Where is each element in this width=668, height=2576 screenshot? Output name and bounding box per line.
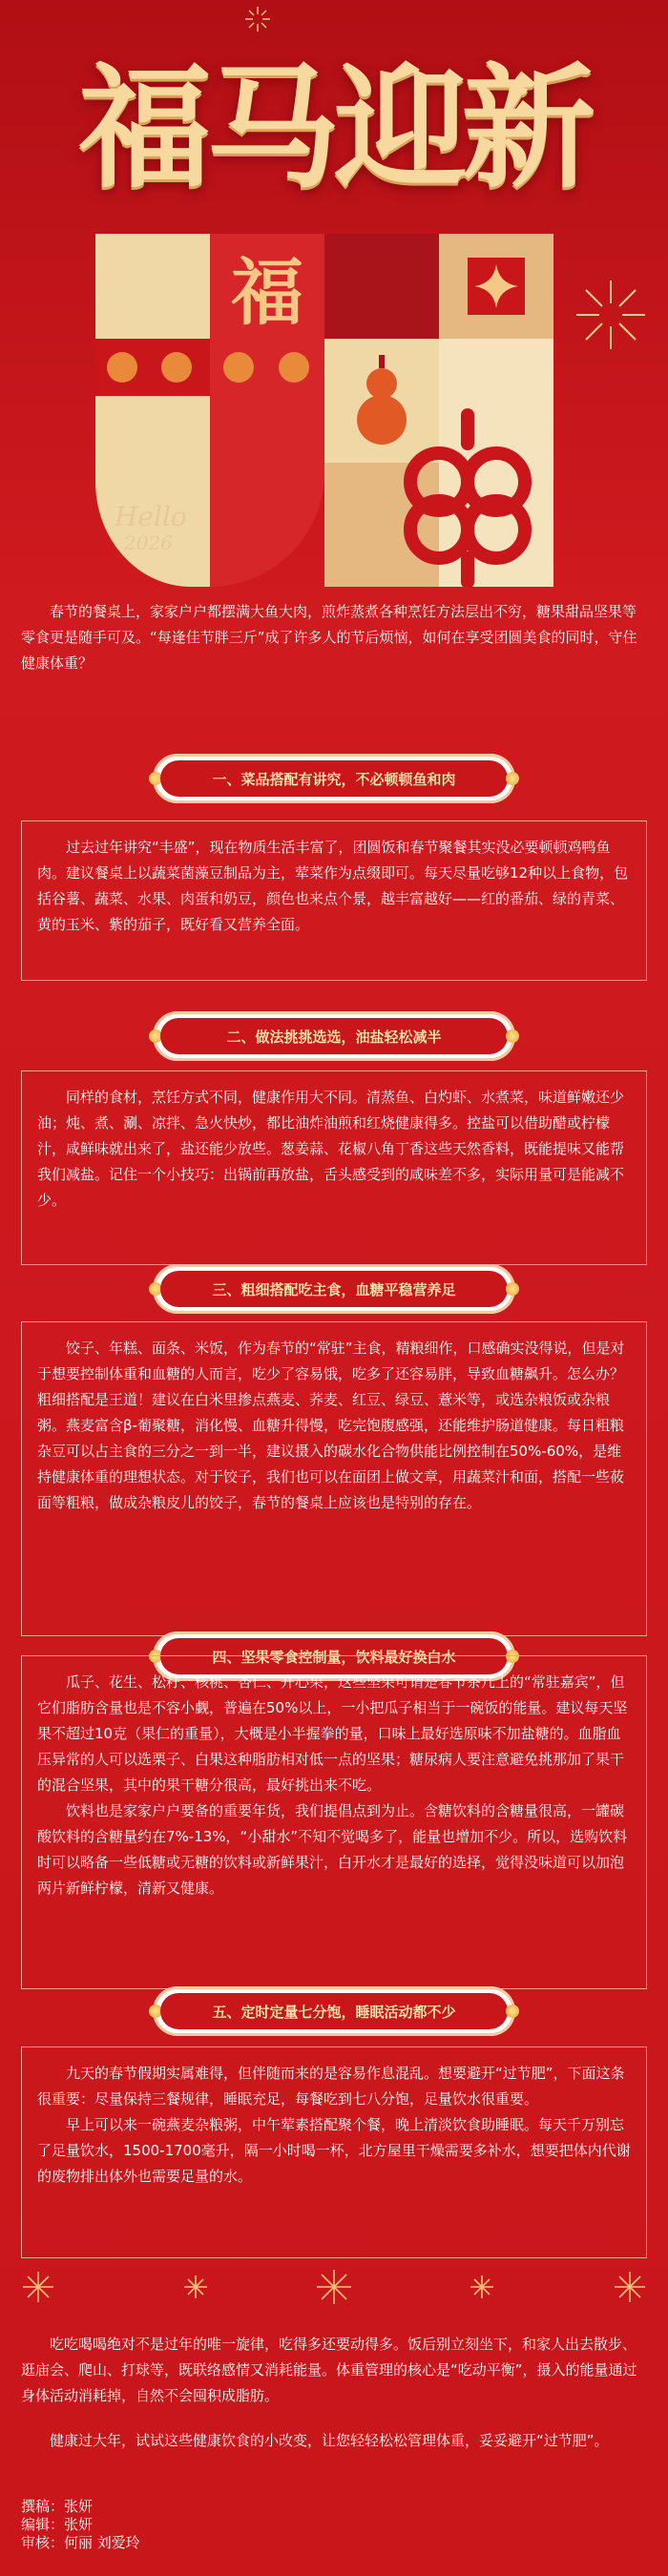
section-body-2 [21,1070,647,1265]
gold-dot-icon [506,772,519,785]
section-body-5 [21,2046,647,2258]
hero-title: 福马迎新 [77,51,590,207]
section-heading-2 [153,1011,515,1061]
firework-icon [573,277,649,353]
section-paragraph: 饺子、年糕、面条、米饭，作为春节的“常驻”主食，精粮细作，口感确实没得说，但是对于想要控制体重和血糖的人而言，吃少了容易饿，吃多了还容易胖，导致血糖飙升。怎么办？粗细搭配是王道！建议在白米里掺点燕麦、荞麦、红豆、绿豆、薏米等，或选杂粮饭或杂粮粥。燕麦富含β-葡聚糖，消化慢、血糖升得慢，吃完饱腹感强，还能维护肠道健康。每日粗粮杂豆可以占主食的三分之一到一半，建议摄入的碳水化合物供能比例控制在50%-60%，是维持健康体重的理想状态。对于饺子，我们也可以在面团上做文章，用蔬菜汁和面，搭配一些莜面等粗粮，做成杂粮皮儿的饺子，春节的餐桌上应该也是特别的存在。 [37,1340,625,1511]
mosaic-tile [95,234,210,339]
section-paragraph: 饮料也是家家户户要备的重要年货，我们提倡点到为止。含糖饮料的含糖量很高，一罐碳酸饮料的含糖量约在7%-13%，“小甜水”不知不觉喝多了，能量也增加不少。所以，选购饮料时可以略备一些低糖或无糖的饮料或新鲜果汁，白开水才是最好的选择，觉得没味道可以加泡两片新鲜柠檬，清新又健康。 [37,1802,628,1897]
section-heading-text: 一、菜品搭配有讲究，不必顿顿鱼和肉 [212,770,456,788]
section-heading-text: 三、粗细搭配吃主食，血糖平稳营养足 [212,1280,456,1298]
closing-paragraph: 健康过大年，试试这些健康饮食的小改变，让您轻轻松松管理体重，妥妥避开“过节肥”。 [50,2432,609,2449]
credit-writer: 撰稿：张妍 [21,2498,94,2515]
credits [21,2498,140,2552]
section-heading-1 [153,754,515,803]
chinese-knot-icon [382,405,553,587]
section-paragraph: 九天的春节假期实属难得，但伴随而来的是容易作息混乱。想要避开“过节肥”，下面这条很重要：尽量保持三餐规律，睡眠充足，每餐吃到七八分饱，足量饮水很重要。 [37,2065,625,2108]
lantern-dots-icon [95,339,210,396]
star-tile [439,234,553,339]
mosaic-tile [210,396,324,587]
mosaic-tile [324,234,439,339]
closing-paragraph: 吃吃喝喝绝对不是过年的唯一旋律，吃得多还要动得多。饭后别立刻坐下，和家人出去散步、逛庙会、爬山、打球等，既联络感情又消耗能量。体重管理的核心是“吃动平衡”，摄入的能量通过身体活动消耗掉，自然不会囤积成脂肪。 [21,2336,637,2404]
gold-dot-icon [506,1282,519,1296]
section-body-4 [21,1655,647,1989]
section-paragraph: 过去过年讲究“丰盛”，现在物质生活丰富了，团圆饭和春节聚餐其实没必要顿顿鸡鸭鱼肉。建议餐桌上以蔬菜菌藻豆制品为主，荤菜作为点缀即可。每天尽量吃够12种以上食物，包括谷薯、蔬菜、水果、肉蛋和奶豆，颜色也来点个景，越丰富越好——红的番茄、绿的青菜、黄的玉米、紫的茄子，既好看又营养全面。 [37,839,629,933]
section-paragraph: 同样的食材，烹饪方式不同，健康作用大不同。清蒸鱼、白灼虾、水煮菜，味道鲜嫩还少油；炖、煮、涮、凉拌、急火快炒，都比油炸油煎和红烧健康得多。控盐可以借助醋或柠檬汁，咸鲜味就出来了，盐还能少放些。葱姜蒜、花椒八角丁香这些天然香料，既能提味又能帮我们减盐。记住一个小技巧：出锅前再放盐，舌头感受到的咸味差不多，实际用量可是能减不少。 [37,1089,625,1209]
gold-dot-icon [506,2005,519,2018]
fu-tile [210,234,324,339]
section-body-1 [21,821,647,981]
firework-divider [0,2263,668,2320]
section-heading-text: 四、坚果零食控制量，饮料最好换白水 [212,1648,456,1666]
diamond-star-icon [463,253,530,320]
section-heading-3 [153,1264,515,1314]
mosaic-tile [210,339,324,396]
credit-editor: 编辑：张妍 [21,2516,94,2533]
hero-mosaic [95,234,553,587]
section-heading-text: 二、做法挑挑选选，油盐轻松减半 [226,1028,442,1046]
fu-character: 福 [231,249,303,335]
hello-text: Hello [115,501,187,532]
hello-tile [95,396,210,587]
mosaic-tile [95,339,210,396]
intro-paragraph: 春节的餐桌上，家家户户都摆满大鱼大肉，煎炸蒸煮各种烹饪方法层出不穷，糖果甜品坚果等零食更是随手可及。“每逢佳节胖三斤”成了许多人的节后烦恼，如何在享受团圆美食的同时，守住健康体重？ [21,603,637,672]
section-paragraph: 瓜子、花生、松籽、核桃、杏仁、开心果，这些坚果可谓是春节茶几上的“常驻嘉宾”，但它们脂肪含量也是不容小觑，普遍在50%以上，一小把瓜子相当于一碗饭的能量。建议每天坚果不超过10克（果仁的重量），大概是小半握拳的量，口味上最好选原味不加盐糖的。血脂血压异常的人可以选栗子、白果这种脂肪相对低一点的坚果；糖尿病人要注意避免挑那加了果干的混合坚果，其中的果干糖分很高，最好挑出来不吃。 [37,1673,628,1794]
year-text: 2026 [124,531,173,554]
gold-dot-icon [506,1029,519,1043]
section-paragraph: 早上可以来一碗燕麦杂粮粥，中午荤素搭配聚个餐，晚上清淡饮食助睡眠。每天千万别忘了足量饮水，1500-1700毫升，隔一小时喝一杯，北方屋里干燥需要多补水，想要把体内代谢的废物排出体外也需要足量的水。 [37,2116,631,2185]
section-heading-text: 五、定时定量七分饱，睡眠活动都不少 [212,2003,456,2021]
hero-banner [0,0,668,592]
section-body-3 [21,1321,647,1636]
credit-reviewer: 审核：何丽 刘爱玲 [21,2534,140,2551]
firework-icon [243,5,272,33]
section-heading-5 [153,1986,515,2036]
lantern-dots-icon [210,339,324,396]
